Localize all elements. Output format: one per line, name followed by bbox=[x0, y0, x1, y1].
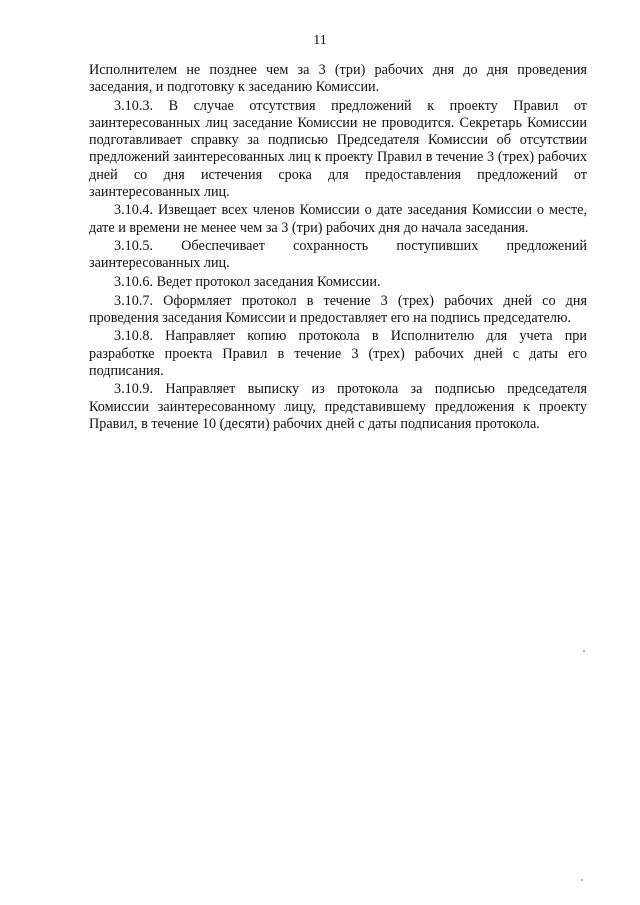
scan-speck bbox=[581, 879, 583, 881]
page-number: 11 bbox=[313, 33, 327, 48]
document-body bbox=[89, 62, 587, 434]
scan-speck bbox=[583, 650, 585, 652]
paragraph-3-10-3: 3.10.3. В случае отсутствия предложений к проекту Правил от заинтересованных лиц заседание Комиссии не проводится. Секретарь Комиссии подготавливает справку за подписью Председателя Комиссии об отсутствии предложений заинтересованных лиц к проекту Правил в течение 3 (трех) рабочих дней со дня истечения срока для предоставления предложений от заинтересованных лиц. bbox=[89, 97, 587, 200]
paragraph-3-10-8: 3.10.8. Направляет копию протокола в Исполнителю для учета при разработке проекта Правил в течение 3 (трех) рабочих дней с даты его подписания. bbox=[89, 328, 587, 379]
paragraph-3-10-7: 3.10.7. Оформляет протокол в течение 3 (трех) рабочих дней со дня проведения заседания Комиссии и предоставляет его на подпись председателю. bbox=[89, 292, 587, 326]
paragraph-continuation: Исполнителем не позднее чем за 3 (три) рабочих дня до дня проведения заседания, и подготовку к заседанию Комиссии. bbox=[89, 62, 587, 96]
paragraph-3-10-5: 3.10.5. Обеспечивает сохранность поступивших предложений заинтересованных лиц. bbox=[89, 238, 587, 272]
paragraph-3-10-9: 3.10.9. Направляет выписку из протокола за подписью председателя Комиссии заинтересованному лицу, представившему предложения к проекту Правил, в течение 10 (десяти) рабочих дней с даты подписания протокола. bbox=[89, 381, 587, 432]
paragraph-3-10-6: 3.10.6. Ведет протокол заседания Комиссии. bbox=[114, 274, 381, 290]
paragraph-3-10-4: 3.10.4. Извещает всех членов Комиссии о дате заседания Комиссии о месте, дате и времени не менее чем за 3 (три) рабочих дня до начала заседания. bbox=[89, 202, 587, 236]
